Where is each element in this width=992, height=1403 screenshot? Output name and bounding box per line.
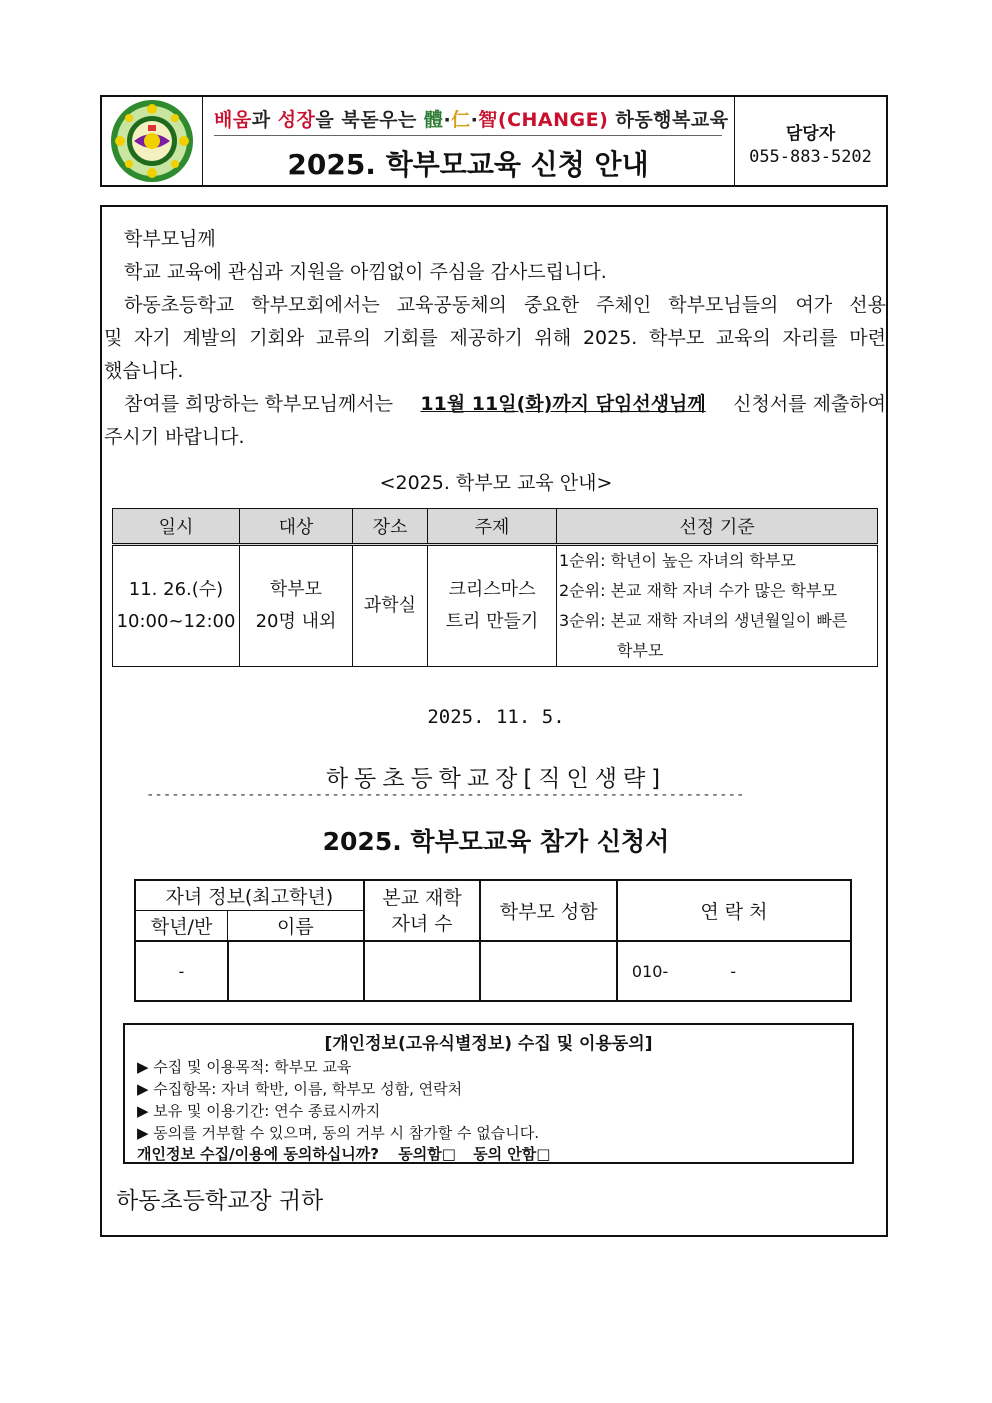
header-topic: 주제	[428, 509, 557, 545]
target-count: 20명 내외	[255, 611, 337, 632]
cell-criteria	[557, 545, 878, 667]
contact-label: 담당자	[785, 124, 836, 144]
topic-line: 크리스마스	[448, 579, 536, 600]
slogan-part: (CHANGE)	[497, 109, 609, 131]
header-date: 일시	[113, 509, 240, 545]
input-sibling-count[interactable]	[364, 941, 481, 1001]
slogan-part: 智	[478, 109, 498, 131]
privacy-title: [개인정보(고유식별정보) 수집 및 이용동의]	[324, 1034, 653, 1054]
cell-target	[240, 545, 353, 667]
letter-line: 학교 교육에 관심과 지원을 아낌없이 주심을 감사드립니다.	[124, 261, 607, 283]
salutation: 학부모님께	[124, 228, 216, 250]
slogan-part: 배움	[214, 109, 252, 131]
privacy-item: ▶ 보유 및 이용기간: 연수 종료시까지	[137, 1102, 381, 1120]
header-parent-name: 학부모 성함	[480, 880, 617, 941]
target-value: 학부모	[269, 579, 323, 600]
criteria-item: 학부모	[617, 641, 664, 660]
input-grade-class[interactable]: -	[135, 941, 228, 1001]
privacy-item: ▶ 수집 및 이용목적: 학부모 교육	[137, 1058, 352, 1076]
form-header-row	[135, 880, 851, 911]
slogan-part: 體	[423, 109, 444, 131]
letter-line: 했습니다.	[104, 360, 184, 382]
slogan-part: 과	[251, 109, 278, 131]
logo-cell	[102, 97, 203, 185]
phone-dash: -	[730, 961, 737, 981]
cell-date	[113, 545, 240, 667]
privacy-consent-box	[123, 1023, 854, 1164]
letter-text: 신청서를 제출하여	[733, 393, 886, 415]
header-place: 장소	[353, 509, 428, 545]
cut-line-separator: -----------------------------------------------------------------------	[146, 787, 745, 803]
privacy-item: ▶ 동의를 거부할 수 있으며, 동의 거부 시 참가할 수 없습니다.	[137, 1124, 540, 1142]
education-info-table	[112, 508, 878, 667]
notice-date: 2025. 11. 5.	[427, 706, 565, 728]
deadline-text: 11월 11일(화)까지 담임선생님께	[420, 393, 706, 415]
info-heading: <2025. 학부모 교육 안내>	[379, 472, 613, 494]
slogan-part: ·	[443, 109, 452, 131]
table-row	[113, 545, 878, 667]
header-criteria: 선정 기준	[557, 509, 878, 545]
contact-phone: 055-883-5202	[749, 147, 872, 167]
header-siblings	[364, 880, 481, 941]
header-target: 대상	[240, 509, 353, 545]
form-input-row	[135, 941, 851, 1001]
header-child-info: 자녀 정보(최고학년)	[135, 880, 364, 911]
header-name: 이름	[228, 911, 364, 942]
letter-text: 참여를 희망하는 학부모님께서는	[124, 393, 394, 415]
privacy-question-line	[137, 1143, 550, 1164]
letter-line: 및 자기 계발의 기회와 교류의 기회를 제공하기 위해 2025. 학부모 교육의 자리를 마련	[104, 327, 886, 349]
input-phone[interactable]	[617, 941, 851, 1001]
agree-checkbox[interactable]: 동의함□	[398, 1145, 456, 1163]
letter-line-deadline	[124, 389, 886, 416]
criteria-item: 1순위: 학년이 높은 자녀의 학부모	[559, 551, 796, 570]
letter-line: 주시기 바랍니다.	[104, 426, 245, 448]
slogan-part: 성장	[277, 109, 316, 131]
header-contact: 연 락 처	[617, 880, 851, 941]
topic-line: 트리 만들기	[445, 611, 539, 632]
slogan-part: 을 북돋우는	[315, 109, 424, 131]
school-slogan	[214, 105, 729, 136]
disagree-checkbox[interactable]: 동의 안함□	[473, 1145, 551, 1163]
slogan-part: ·	[470, 109, 479, 131]
school-emblem-logo	[104, 97, 200, 185]
header-grade-class: 학년/반	[135, 911, 228, 942]
cell-place: 과학실	[353, 545, 428, 667]
siblings-line: 자녀 수	[391, 912, 453, 935]
privacy-item: ▶ 수집항목: 자녀 학반, 이름, 학부모 성함, 연락처	[137, 1080, 463, 1098]
criteria-item: 3순위: 본교 재학 자녀의 생년월일이 빠른	[559, 611, 848, 630]
date-value: 11. 26.(수)	[128, 579, 224, 600]
contact-cell	[735, 97, 886, 185]
addressee: 하동초등학교장 귀하	[116, 1188, 324, 1214]
privacy-question: 개인정보 수집/이용에 동의하십니까?	[137, 1145, 379, 1163]
document-title: 2025. 학부모교육 신청 안내	[287, 148, 649, 181]
slogan-title-cell	[202, 97, 735, 185]
application-title: 2025. 학부모교육 참가 신청서	[322, 827, 670, 856]
input-parent-name[interactable]	[480, 941, 617, 1001]
application-form-table	[134, 879, 852, 1002]
siblings-line: 본교 재학	[382, 886, 462, 909]
criteria-item: 2순위: 본교 재학 자녀 수가 많은 학부모	[559, 581, 837, 600]
letter-line: 하동초등학교 학부모회에서는 교육공동체의 중요한 주체인 학부모님들의 여가 선용	[124, 294, 886, 316]
phone-prefix: 010-	[631, 961, 669, 981]
slogan-part: 仁	[451, 109, 471, 131]
principal-signature: 하동초등학교장[직인생략]	[325, 766, 667, 792]
cell-topic	[428, 545, 557, 667]
input-child-name[interactable]	[228, 941, 364, 1001]
document-header	[100, 95, 888, 187]
time-value: 10:00~12:00	[116, 611, 236, 632]
table-header-row	[113, 509, 878, 545]
slogan-part: 하동행복교육	[608, 109, 729, 131]
